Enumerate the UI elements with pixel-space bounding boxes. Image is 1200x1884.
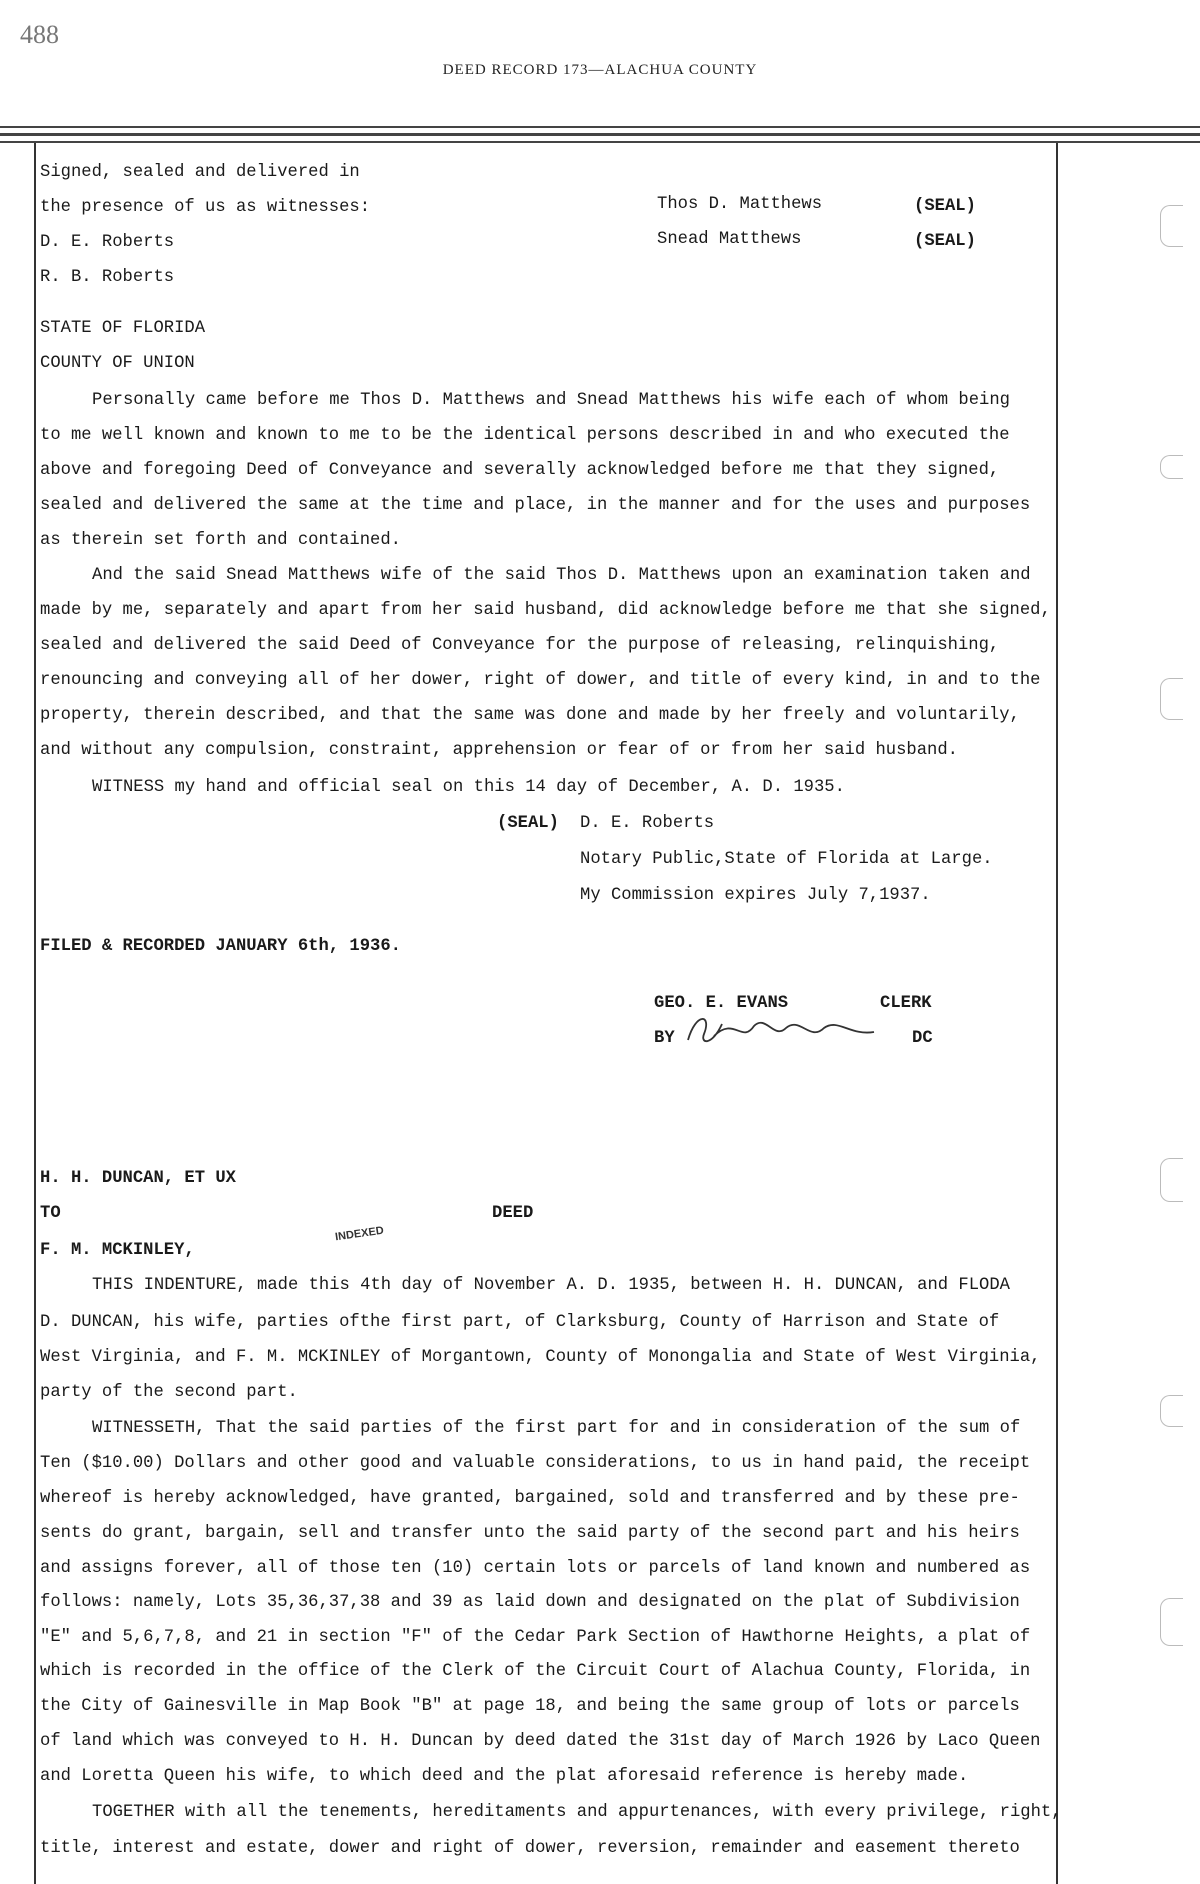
clerk-name: GEO. E. EVANS bbox=[654, 994, 789, 1013]
deed-line: WITNESSETH, That the said parties of the first part for and in consideration of the sum of bbox=[92, 1419, 1021, 1438]
acknowledgment-line: and without any compulsion, constraint, apprehension or fear of or from her said husband. bbox=[40, 741, 958, 760]
notary-title: Notary Public,State of Florida at Large. bbox=[580, 850, 993, 869]
witness-intro-line-1: Signed, sealed and delivered in bbox=[40, 163, 360, 182]
header-rule-1 bbox=[0, 126, 1200, 128]
witness-name-1: D. E. Roberts bbox=[40, 233, 175, 252]
acknowledgment-line: And the said Snead Matthews wife of the said Thos D. Matthews upon an examination taken and bbox=[92, 566, 1031, 585]
page-number: 488 bbox=[20, 20, 59, 49]
left-margin-line bbox=[34, 143, 36, 1884]
acknowledgment-line: to me well known and known to me to be the identical persons described in and who executed the bbox=[40, 426, 1010, 445]
grantor-signature-1: Thos D. Matthews bbox=[657, 195, 823, 214]
deed-line: "E" and 5,6,7,8, and 21 in section "F" of the Cedar Park Section of Hawthorne Heights, a plat of bbox=[40, 1628, 1031, 1647]
deed-party-2: F. M. MCKINLEY, bbox=[40, 1241, 195, 1260]
acknowledgment-line: sealed and delivered the said Deed of Conveyance for the purpose of releasing, relinquishing, bbox=[40, 636, 1000, 655]
deed-line: and assigns forever, all of those ten (10) certain lots or parcels of land known and numbered as bbox=[40, 1559, 1031, 1578]
deed-line: THIS INDENTURE, made this 4th day of November A. D. 1935, between H. H. DUNCAN, and FLODA bbox=[92, 1276, 1010, 1295]
deed-line: whereof is hereby acknowledged, have granted, bargained, sold and transferred and by these pre- bbox=[40, 1489, 1020, 1508]
deed-line: which is recorded in the office of the Clerk of the Circuit Court of Alachua County, Florida, in bbox=[40, 1662, 1031, 1681]
acknowledgment-line: property, therein described, and that the same was done and made by her freely and voluntarily, bbox=[40, 706, 1020, 725]
witness-name-2: R. B. Roberts bbox=[40, 268, 175, 287]
witness-clause-line: WITNESS my hand and official seal on this 14 day of December, A. D. 1935. bbox=[92, 778, 845, 797]
binder-ring-icon bbox=[1160, 455, 1183, 479]
notary-seal-mark: (SEAL) bbox=[497, 814, 559, 833]
state-heading: STATE OF FLORIDA bbox=[40, 319, 206, 338]
clerk-by-label: BY bbox=[654, 1029, 675, 1048]
deed-line: D. DUNCAN, his wife, parties ofthe first part, of Clarksburg, County of Harrison and State of bbox=[40, 1313, 1000, 1332]
acknowledgment-line: renouncing and conveying all of her dower, right of dower, and title of every kind, in and to the bbox=[40, 671, 1041, 690]
grantor-signature-2: Snead Matthews bbox=[657, 230, 802, 249]
page-header-title: DEED RECORD 173—ALACHUA COUNTY bbox=[442, 62, 758, 78]
acknowledgment-line: made by me, separately and apart from her said husband, did acknowledge before me that she signed, bbox=[40, 601, 1051, 620]
county-heading: COUNTY OF UNION bbox=[40, 354, 195, 373]
acknowledgment-line: as therein set forth and contained. bbox=[40, 531, 401, 550]
deed-line: party of the second part. bbox=[40, 1383, 298, 1402]
header-rule-2 bbox=[0, 133, 1200, 136]
binder-ring-icon bbox=[1160, 1158, 1183, 1202]
binder-ring-icon bbox=[1160, 205, 1183, 247]
indexed-stamp: INDEXED bbox=[334, 1224, 385, 1244]
deed-line: TOGETHER with all the tenements, hereditaments and appurtenances, with every privilege, right, bbox=[92, 1803, 1062, 1822]
acknowledgment-line: Personally came before me Thos D. Matthews and Snead Matthews his wife each of whom being bbox=[92, 391, 1010, 410]
binder-ring-icon bbox=[1160, 1598, 1183, 1646]
deputy-clerk-label: DC bbox=[912, 1029, 933, 1048]
header-rule-3 bbox=[0, 141, 1200, 143]
acknowledgment-line: above and foregoing Deed of Conveyance and severally acknowledged before me that they signed, bbox=[40, 461, 1000, 480]
binder-ring-icon bbox=[1160, 1395, 1183, 1427]
deed-line: of land which was conveyed to H. H. Duncan by deed dated the 31st day of March 1926 by Laco Queen bbox=[40, 1732, 1041, 1751]
acknowledgment-line: sealed and delivered the same at the time and place, in the manner and for the uses and purposes bbox=[40, 496, 1031, 515]
filed-recorded-stamp: FILED & RECORDED JANUARY 6th, 1936. bbox=[40, 937, 401, 956]
binder-ring-icon bbox=[1160, 678, 1183, 720]
deed-line: title, interest and estate, dower and right of dower, reversion, remainder and easement thereto bbox=[40, 1839, 1020, 1858]
clerk-signature-icon bbox=[678, 1006, 888, 1056]
seal-mark-1: (SEAL) bbox=[914, 197, 976, 216]
deed-line: and Loretta Queen his wife, to which deed and the plat aforesaid reference is hereby made. bbox=[40, 1767, 969, 1786]
deed-line: West Virginia, and F. M. MCKINLEY of Morgantown, County of Monongalia and State of West Virginia, bbox=[40, 1348, 1041, 1367]
deed-type: DEED bbox=[492, 1204, 534, 1223]
seal-mark-2: (SEAL) bbox=[914, 232, 976, 251]
notary-commission: My Commission expires July 7,1937. bbox=[580, 886, 931, 905]
clerk-title: CLERK bbox=[880, 994, 932, 1013]
deed-line: Ten ($10.00) Dollars and other good and valuable considerations, to us in hand paid, the receipt bbox=[40, 1454, 1031, 1473]
deed-line: follows: namely, Lots 35,36,37,38 and 39 as laid down and designated on the plat of Subdivision bbox=[40, 1593, 1020, 1612]
deed-line: sents do grant, bargain, sell and transfer unto the said party of the second part and his heirs bbox=[40, 1524, 1020, 1543]
witness-intro-line-2: the presence of us as witnesses: bbox=[40, 198, 371, 217]
deed-line: the City of Gainesville in Map Book "B" at page 18, and being the same group of lots or parcels bbox=[40, 1697, 1020, 1716]
deed-party-1: H. H. DUNCAN, ET UX bbox=[40, 1169, 236, 1188]
notary-name: D. E. Roberts bbox=[580, 814, 715, 833]
deed-to: TO bbox=[40, 1204, 61, 1223]
